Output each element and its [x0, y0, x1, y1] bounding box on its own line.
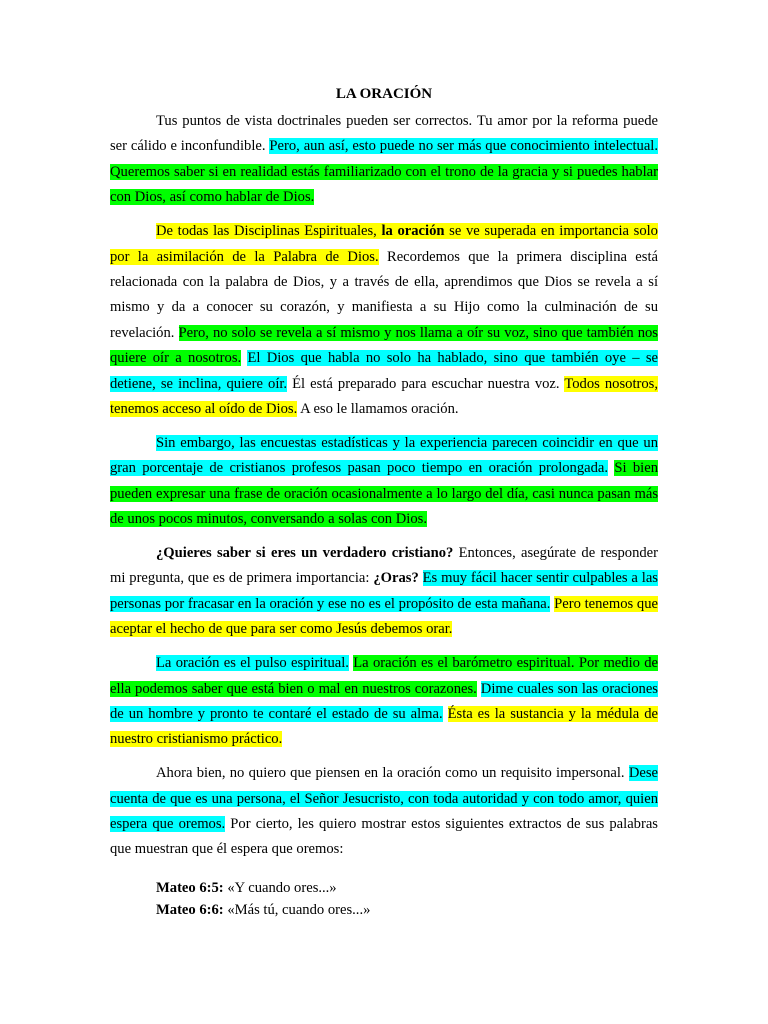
paragraph: [110, 541, 658, 643]
document-page: [110, 84, 658, 921]
highlighted-text-yellow: Ésta es la sustancia y la médula de nuestro cristianismo práctico.: [110, 705, 658, 748]
highlighted-text-yellow: De todas las Disciplinas Espirituales,: [156, 223, 382, 240]
text-run: Entonces, asegúrate de responder mi pregunta, que es de primera importancia:: [110, 545, 658, 587]
text-run: Ahora bien, no quiero que piensen en la oración como un requisito impersonal.: [156, 765, 629, 782]
highlighted-text-green: Queremos saber si en realidad estás familiarizado con el trono de la gracia y si puedes hablar con Dios, así como hablar de Dios.: [110, 163, 658, 206]
verse-reference: Mateo 6:5:: [156, 879, 224, 896]
text-run: Recordemos que la primera disciplina está relacionada con la palabra de Dios, y a través de ella, aprendimos que Dios se revela a sí mismo y da a conocer su corazón, y manifiesta a su Hijo como la culminación de su revelación.: [110, 248, 658, 341]
highlighted-text-yellow: la oración: [381, 223, 445, 240]
verse-line: [156, 899, 658, 921]
document-title: LA ORACIÓN: [335, 86, 433, 102]
highlighted-text-cyan: Sin embargo, las encuestas estadísticas y la experiencia parecen coincidir en que un gran porcentaje de cristianos profesos pasan poco tiempo en oración prolongada.: [110, 434, 658, 477]
text-run: Por cierto, les quiero mostrar estos siguientes extractos de sus palabras que muestran que él espera que oremos:: [110, 816, 658, 858]
text-run: [443, 706, 448, 722]
highlighted-text-green: Si bien pueden expresar una frase de oración ocasionalmente a lo largo del día, casi nunca pasan más de unos pocos minutos, conversando a solas con Dios.: [110, 460, 658, 528]
paragraph: [110, 761, 658, 863]
text-run: Tus puntos de vista doctrinales pueden ser correctos. Tu amor por la reforma puede ser cálido e inconfundible.: [110, 113, 658, 155]
paragraph: [110, 651, 658, 753]
highlighted-text-yellow: Todos nosotros, tenemos acceso al oído de Dios.: [110, 375, 658, 417]
verse-reference: Mateo 6:6:: [156, 901, 224, 918]
highlighted-text-yellow: se ve superada en importancia solo por la asimilación de la Palabra de Dios.: [110, 223, 658, 265]
paragraph: [110, 219, 658, 422]
document-body: [110, 109, 658, 863]
highlighted-text-cyan: Pero, aun así, esto puede no ser más que conocimiento intelectual.: [269, 138, 658, 155]
text-run: Él está preparado para escuchar nuestra voz.: [287, 375, 565, 392]
highlighted-text-yellow: Pero tenemos que aceptar el hecho de que para ser como Jesús debemos orar.: [110, 595, 658, 638]
text-run: ¿Quieres saber si eres un verdadero cristiano?: [156, 545, 454, 561]
highlighted-text-cyan: Es muy fácil hacer sentir culpables a las personas por fracasar en la oración y ese no es el propósito de esta mañana.: [110, 570, 658, 612]
verse-line: [156, 877, 658, 899]
highlighted-text-green: La oración es el barómetro espiritual. Por medio de ella podemos saber que está bien o mal en nuestros corazones.: [110, 655, 658, 697]
highlighted-text-cyan: El Dios que habla no solo ha hablado, sino que también oye – se detiene, se inclina, quiere oír.: [110, 350, 658, 392]
verse-quote: «Más tú, cuando ores...»: [223, 901, 371, 918]
paragraph: [110, 109, 658, 211]
text-run: ¿Oras?: [373, 570, 419, 587]
highlighted-text-cyan: Dime cuales son las oraciones de un hombre y pronto te contaré el estado de su alma.: [110, 680, 658, 722]
text-run: A eso le llamamos oración.: [297, 400, 459, 417]
verse-quote: «Y cuando ores...»: [223, 879, 337, 896]
highlighted-text-green: Pero, no solo se revela a sí mismo y nos llama a oír su voz, sino que también nos quiere oír a nosotros.: [110, 324, 658, 367]
verse-list: [110, 877, 658, 921]
highlighted-text-cyan: Dese cuenta de que es una persona, el Señor Jesucristo, con toda autoridad y con todo amor, quien espera que oremos.: [110, 765, 658, 833]
highlighted-text-cyan: La oración es el pulso espiritual.: [156, 655, 349, 672]
paragraph: [110, 431, 658, 533]
